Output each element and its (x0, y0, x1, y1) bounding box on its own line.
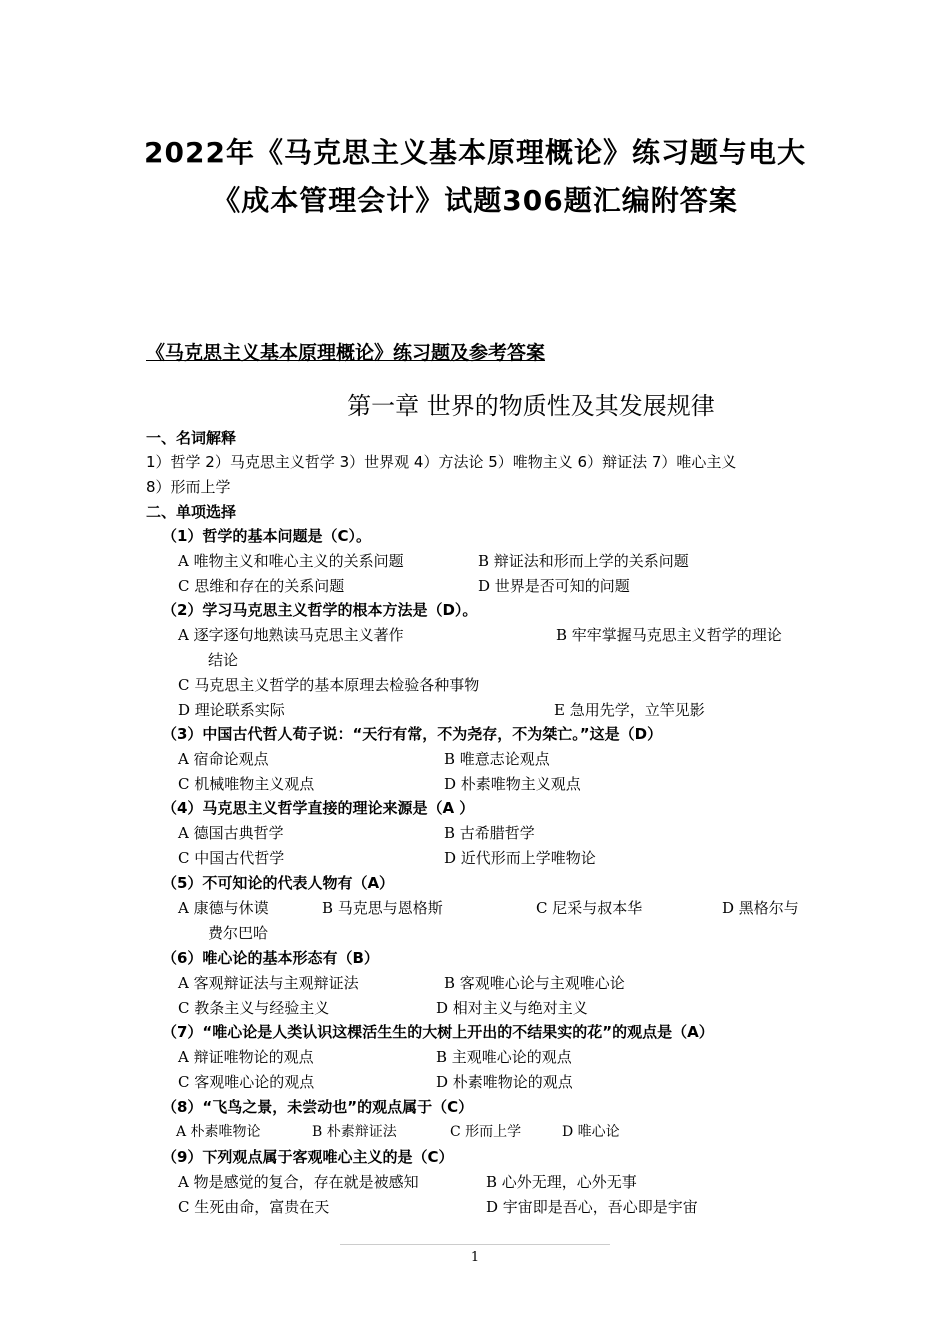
q6-option-a: A 客观辩证法与主观辩证法 (178, 974, 359, 992)
q3-option-a: A 宿命论观点 (178, 750, 269, 768)
q7-option-d: D 朴素唯物论的观点 (436, 1073, 573, 1091)
page-number: 1 (470, 1250, 480, 1265)
section-title: 《马克思主义基本原理概论》练习题及参考答案 (146, 342, 546, 364)
q3-option-c: C 机械唯物主义观点 (178, 775, 315, 793)
q5-option-d: D 黑格尔与 (722, 899, 799, 917)
q7-option-a: A 辩证唯物论的观点 (178, 1048, 314, 1066)
q3-stem: （3）中国古代哲人荀子说：“天行有常，不为尧存，不为桀亡。”这是（D） (162, 725, 663, 743)
q1-option-c: C 思维和存在的关系问题 (178, 577, 345, 595)
part1-terms-line2: 8）形而上学 (146, 478, 231, 496)
q2-option-b: B 牢牢掌握马克思主义哲学的理论 (556, 626, 782, 644)
q9-stem: （9）下列观点属于客观唯心主义的是（C） (162, 1148, 454, 1166)
q8-option-b: B 朴素辩证法 (312, 1124, 397, 1140)
q5-option-a: A 康德与休谟 (178, 899, 269, 917)
chapter-title: 第一章 世界的物质性及其发展规律 (347, 392, 715, 420)
q6-option-c: C 教条主义与经验主义 (178, 999, 330, 1017)
q4-option-b: B 古希腊哲学 (444, 824, 535, 842)
q4-option-d: D 近代形而上学唯物论 (444, 849, 596, 867)
q5-option-d-continued: 费尔巴哈 (208, 924, 269, 942)
q9-option-c: C 生死由命，富贵在天 (178, 1198, 330, 1216)
q2-option-b-continued: 结论 (208, 651, 239, 669)
part2-heading: 二、单项选择 (146, 503, 237, 521)
q3-option-d: D 朴素唯物主义观点 (444, 775, 581, 793)
q6-option-b: B 客观唯心论与主观唯心论 (444, 974, 625, 992)
part1-heading: 一、名词解释 (146, 429, 237, 447)
q4-stem: （4）马克思主义哲学直接的理论来源是（A ） (162, 799, 475, 817)
q5-option-b: B 马克思与恩格斯 (322, 899, 443, 917)
q8-option-d: D 唯心论 (562, 1124, 620, 1140)
q2-option-a: A 逐字逐句地熟读马克思主义著作 (178, 626, 404, 644)
q1-option-a: A 唯物主义和唯心主义的关系问题 (178, 552, 404, 570)
q5-option-c: C 尼采与叔本华 (536, 899, 643, 917)
q2-option-c: C 马克思主义哲学的基本原理去检验各种事物 (178, 676, 480, 694)
q9-option-a: A 物是感觉的复合，存在就是被感知 (178, 1173, 419, 1191)
document-title-line-1: 2022年《马克思主义基本原理概论》练习题与电大 (144, 136, 806, 169)
q8-option-c: C 形而上学 (450, 1124, 522, 1140)
q2-option-d: D 理论联系实际 (178, 701, 285, 719)
part1-terms-line1: 1）哲学 2）马克思主义哲学 3）世界观 4）方法论 5）唯物主义 6）辩证法 7）唯心主义 (146, 453, 737, 471)
q2-option-e: E 急用先学，立竿见影 (554, 701, 705, 719)
q9-option-b: B 心外无理，心外无事 (486, 1173, 637, 1191)
q6-option-d: D 相对主义与绝对主义 (436, 999, 588, 1017)
footer-divider (340, 1244, 610, 1245)
q4-option-a: A 德国古典哲学 (178, 824, 284, 842)
q1-option-d: D 世界是否可知的问题 (478, 577, 630, 595)
q4-option-c: C 中国古代哲学 (178, 849, 285, 867)
q9-option-d: D 宇宙即是吾心，吾心即是宇宙 (486, 1198, 698, 1216)
document-title-line-2: 《成本管理会计》试题306题汇编附答案 (212, 184, 738, 217)
q3-option-b: B 唯意志论观点 (444, 750, 550, 768)
q7-stem: （7）“唯心论是人类认识这棵活生生的大树上开出的不结果实的花”的观点是（A） (162, 1023, 714, 1041)
q1-stem: （1）哲学的基本问题是（C）。 (162, 527, 371, 545)
q6-stem: （6）唯心论的基本形态有（B） (162, 949, 379, 967)
q8-option-a: A 朴素唯物论 (176, 1124, 261, 1140)
q5-stem: （5）不可知论的代表人物有（A） (162, 874, 395, 892)
q2-stem: （2）学习马克思主义哲学的根本方法是（D）。 (162, 601, 478, 619)
q7-option-b: B 主观唯心论的观点 (436, 1048, 572, 1066)
q7-option-c: C 客观唯心论的观点 (178, 1073, 315, 1091)
q1-option-b: B 辩证法和形而上学的关系问题 (478, 552, 689, 570)
q8-stem: （8）“飞鸟之景，未尝动也”的观点属于（C） (162, 1098, 474, 1116)
